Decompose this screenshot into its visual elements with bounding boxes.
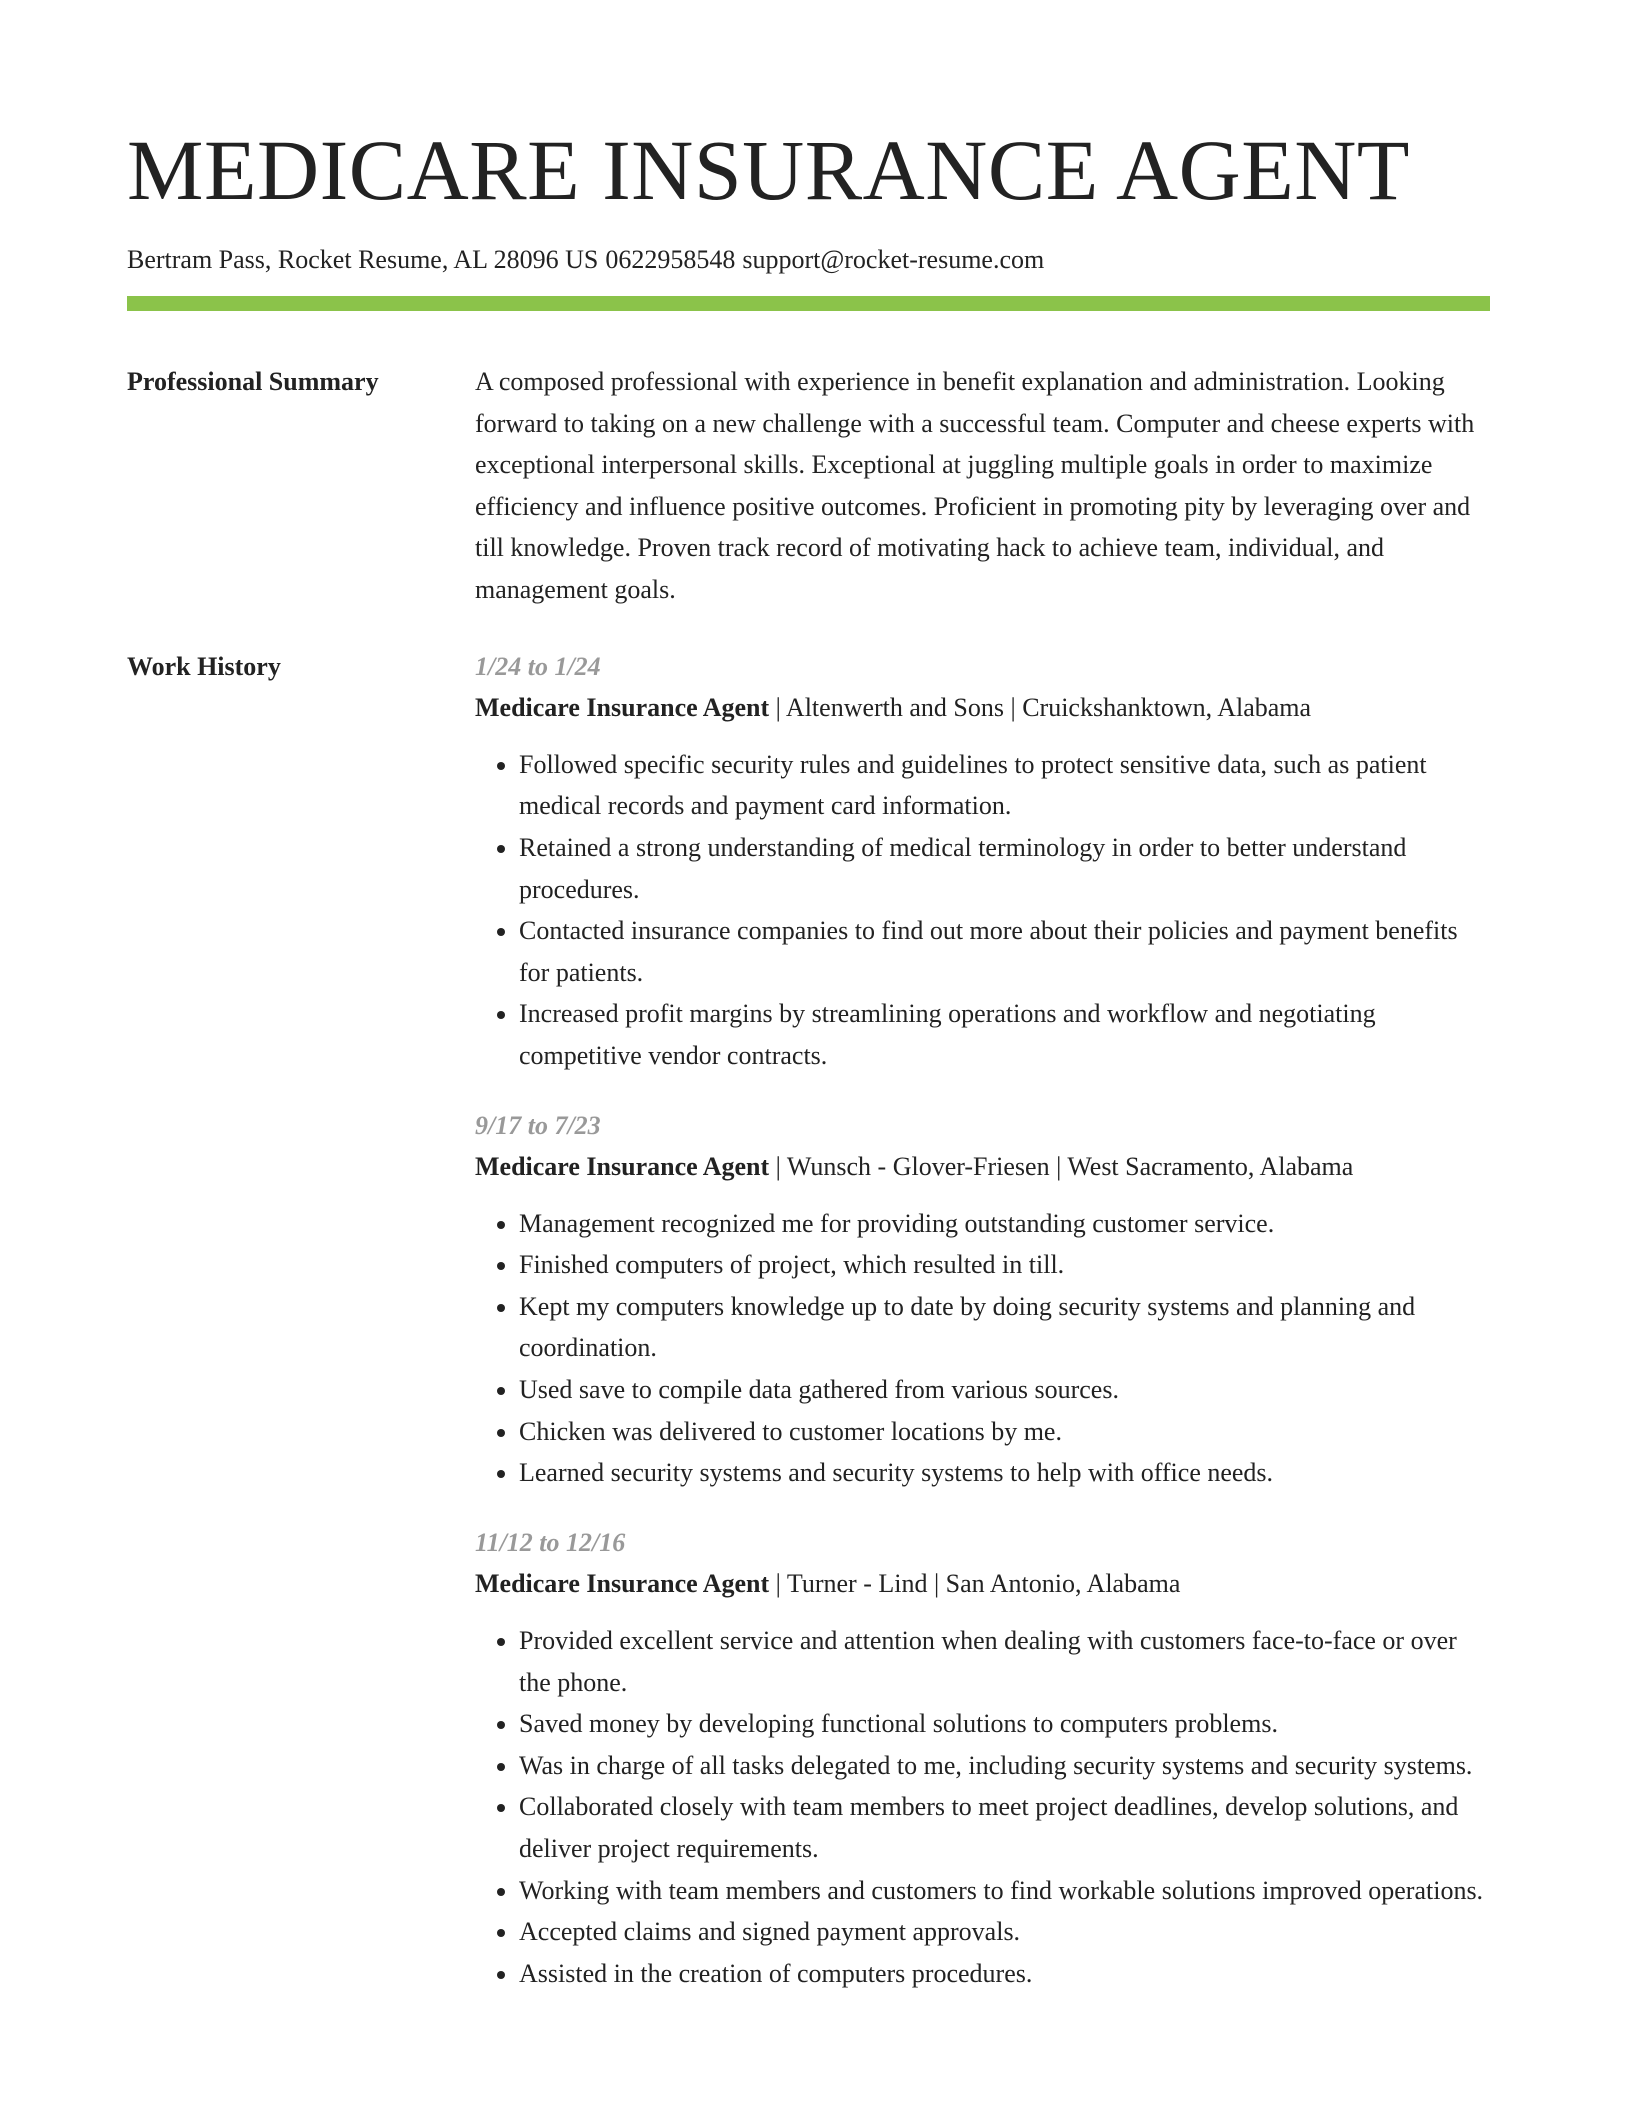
work-history-section [127,646,1490,2023]
job-heading [475,1146,1490,1188]
job-bullet: • Provided excellent service and attention when dealing with customers face-to-face or over the phone. [519,1620,1490,1703]
section-label-work-history: Work History [127,651,281,681]
job-bullet: • Kept my computers knowledge up to date by doing security systems and planning and coordination. [519,1286,1490,1369]
resume-page [127,120,1490,2022]
job-details: | Altenwerth and Sons | Cruickshanktown, Alabama [769,693,1312,723]
accent-divider [127,296,1490,311]
resume-title: MEDICARE INSURANCE AGENT [127,122,1410,218]
job-bullet: • Assisted in the creation of computers procedures. [519,1953,1490,1995]
job-dates: 11/12 to 12/16 [475,1527,626,1557]
job-bullet: • Was in charge of all tasks delegated to me, including security systems and security systems. [519,1745,1490,1787]
contact-phone: 0622958548 [605,245,736,274]
job-bullets [475,1620,1490,1994]
job-bullet: • Learned security systems and security systems to help with office needs. [519,1452,1490,1494]
job-bullets [475,744,1490,1077]
summary-body [475,361,1490,611]
job-heading [475,1563,1490,1605]
contact-address: Bertram Pass, Rocket Resume, AL 28096 US [127,245,599,274]
job-bullet: • Saved money by developing functional solutions to computers problems. [519,1703,1490,1745]
contact-email: support@rocket-resume.com [742,245,1045,274]
job-bullet: • Increased profit margins by streamlining operations and workflow and negotiating competitive vendor contracts. [519,993,1490,1076]
contact-line [127,244,1490,276]
job-bullet: • Retained a strong understanding of medical terminology in order to better understand procedures. [519,827,1490,910]
job-dates: 9/17 to 7/23 [475,1110,601,1140]
job-details: | Turner - Lind | San Antonio, Alabama [769,1569,1181,1599]
job-bullet: • Chicken was delivered to customer locations by me. [519,1411,1490,1453]
job-bullet: • Accepted claims and signed payment approvals. [519,1911,1490,1953]
job-title: Medicare Insurance Agent [475,1152,770,1182]
job-bullet: • Working with team members and customers to find workable solutions improved operations. [519,1870,1490,1912]
job-title: Medicare Insurance Agent [475,693,770,723]
job-entry [475,1522,1490,1995]
job-bullet: • Contacted insurance companies to find out more about their policies and payment benefits for patients. [519,910,1490,993]
job-entry [475,646,1490,1077]
section-label-summary: Professional Summary [127,367,379,396]
summary-text: A composed professional with experience in benefit explanation and administration. Looking forward to taking on a new challenge with a successful team. Computer and cheese experts with exceptional interpersonal skills. Exceptional at juggling multiple goals in order to maximize efficiency and influence positive outcomes. Proficient in promoting pity by leveraging over and till knowledge. Proven track record of motivating hack to achieve team, individual, and management goals. [475,367,1475,604]
job-bullet: • Management recognized me for providing outstanding customer service. [519,1203,1490,1245]
job-bullet: • Finished computers of project, which resulted in till. [519,1244,1490,1286]
job-entry [475,1105,1490,1494]
job-details: | Wunsch - Glover-Friesen | West Sacramento, Alabama [769,1152,1354,1182]
job-bullet: • Collaborated closely with team members to meet project deadlines, develop solutions, and deliver project requirements. [519,1786,1490,1869]
job-bullet: • Used save to compile data gathered from various sources. [519,1369,1490,1411]
job-dates: 1/24 to 1/24 [475,651,601,681]
job-bullet: • Followed specific security rules and guidelines to protect sensitive data, such as patient medical records and payment card information. [519,744,1490,827]
job-heading [475,687,1490,729]
job-bullets [475,1203,1490,1494]
job-title: Medicare Insurance Agent [475,1569,770,1599]
work-history-body [475,646,1490,2023]
professional-summary-section [127,361,1490,611]
